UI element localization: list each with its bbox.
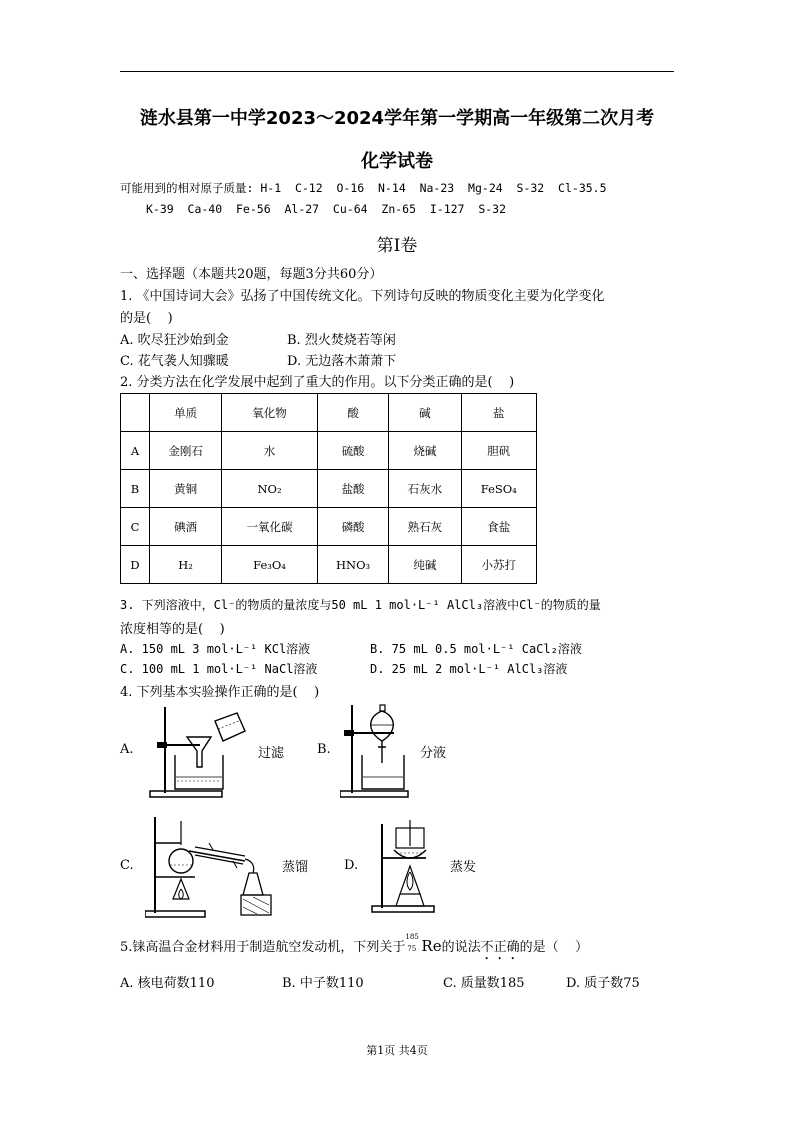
table-cell: 小苏打 bbox=[461, 546, 536, 584]
table-cell: 磷酸 bbox=[317, 508, 388, 546]
q4-name-d: 蒸发 bbox=[450, 860, 477, 875]
q1-option-d: D. 无边落木萧萧下 bbox=[287, 354, 397, 369]
table-header-cell bbox=[121, 394, 150, 432]
isotope-atomic-number: 75 bbox=[407, 945, 417, 953]
rhenium-isotope bbox=[405, 933, 421, 953]
q3-option-a: A. 150 mL 3 mol·L⁻¹ KCl溶液 bbox=[120, 642, 311, 656]
table-cell: 石灰水 bbox=[389, 470, 461, 508]
q5-stem-middle: 的说法 bbox=[441, 940, 481, 955]
q3-option-c: C. 100 mL 1 mol·L⁻¹ NaCl溶液 bbox=[120, 662, 318, 676]
table-header-cell: 碱 bbox=[389, 394, 461, 432]
table-row bbox=[121, 508, 537, 546]
q5-option-a: A. 核电荷数110 bbox=[120, 976, 215, 991]
q4-name-a: 过滤 bbox=[258, 746, 285, 761]
q4-label-b: B. bbox=[317, 742, 331, 757]
table-cell: 碘酒 bbox=[150, 508, 222, 546]
q4-label-c: C. bbox=[120, 858, 134, 873]
isotope-symbol: Re bbox=[421, 937, 442, 955]
q1-option-b: B. 烈火焚烧若等闲 bbox=[287, 333, 396, 348]
table-header-cell: 单质 bbox=[150, 394, 222, 432]
q1-option-c: C. 花气袭人知骤暖 bbox=[120, 354, 229, 369]
table-cell: A bbox=[121, 432, 150, 470]
q5-stem-emphasis: 不正确 bbox=[480, 940, 520, 955]
atomic-mass-line-1: 可能用到的相对原子质量: H-1 C-12 O-16 N-14 Na-23 Mg-24 S-32 Cl-35.5 bbox=[120, 181, 607, 195]
q5-stem-after: 的是（ ） bbox=[519, 940, 589, 955]
table-cell: 烧碱 bbox=[389, 432, 461, 470]
table-cell: FeSO₄ bbox=[461, 470, 536, 508]
q1-stem-line-1: 1. 《中国诗词大会》弘扬了中国传统文化。下列诗句反映的物质变化主要为化学变化 bbox=[120, 289, 605, 304]
q3-stem-line-2: 浓度相等的是( ) bbox=[120, 622, 225, 637]
table-cell: 一氧化碳 bbox=[222, 508, 318, 546]
isotope-mass-number: 185 bbox=[405, 933, 419, 941]
table-cell: C bbox=[121, 508, 150, 546]
table-cell: Fe₃O₄ bbox=[222, 546, 318, 584]
exam-title: 涟水县第一中学2023～2024学年第一学期高一年级第二次月考 bbox=[139, 108, 655, 129]
table-cell: 食盐 bbox=[461, 508, 536, 546]
q3-stem-line-1: 3. 下列溶液中，Cl⁻的物质的量浓度与50 mL 1 mol·L⁻¹ AlCl₃溶液中Cl⁻的物质的量 bbox=[120, 598, 601, 612]
q5-stem bbox=[120, 933, 589, 963]
q1-option-a: A. 吹尽狂沙始到金 bbox=[120, 333, 229, 348]
q5-option-c: C. 质量数185 bbox=[443, 976, 525, 991]
table-cell: D bbox=[121, 546, 150, 584]
page-number: 第1页 共4页 bbox=[366, 1044, 428, 1057]
table-cell: 盐酸 bbox=[317, 470, 388, 508]
table-cell: 硫酸 bbox=[317, 432, 388, 470]
exam-subtitle: 化学试卷 bbox=[361, 151, 433, 172]
classification-table bbox=[120, 393, 537, 584]
q4-name-c: 蒸馏 bbox=[282, 860, 309, 875]
table-row bbox=[121, 432, 537, 470]
table-header-cell: 酸 bbox=[317, 394, 388, 432]
table-header-cell: 盐 bbox=[461, 394, 536, 432]
table-cell: HNO₃ bbox=[317, 546, 388, 584]
filtration-apparatus-icon bbox=[145, 705, 255, 800]
atomic-mass-line-2: K-39 Ca-40 Fe-56 Al-27 Cu-64 Zn-65 I-127 S-32 bbox=[146, 202, 507, 216]
table-row bbox=[121, 470, 537, 508]
q4-name-b: 分液 bbox=[420, 746, 447, 761]
q2-stem: 2. 分类方法在化学发展中起到了重大的作用。以下分类正确的是( ) bbox=[120, 375, 515, 390]
q4-label-a: A. bbox=[120, 742, 134, 757]
table-header-cell: 氧化物 bbox=[222, 394, 318, 432]
evaporation-apparatus-icon bbox=[370, 820, 440, 915]
header-rule bbox=[120, 71, 674, 72]
table-cell: 纯碱 bbox=[389, 546, 461, 584]
q4-label-d: D. bbox=[344, 858, 359, 873]
q1-stem-line-2: 的是( ) bbox=[120, 311, 173, 326]
q3-option-b: B. 75 mL 0.5 mol·L⁻¹ CaCl₂溶液 bbox=[370, 642, 582, 656]
q4-stem: 4. 下列基本实验操作正确的是( ) bbox=[120, 685, 320, 700]
distillation-apparatus-icon bbox=[145, 815, 275, 920]
table-cell: H₂ bbox=[150, 546, 222, 584]
table-cell: 水 bbox=[222, 432, 318, 470]
table-cell: 胆矾 bbox=[461, 432, 536, 470]
section-heading: 一、选择题（本题共20题，每题3分共60分） bbox=[120, 267, 383, 282]
table-cell: 金刚石 bbox=[150, 432, 222, 470]
q5-stem-before: 5.铼高温合金材料用于制造航空发动机，下列关于 bbox=[120, 940, 406, 955]
separating-funnel-apparatus-icon bbox=[340, 703, 415, 800]
table-cell: 黄铜 bbox=[150, 470, 222, 508]
volume-heading: 第Ⅰ卷 bbox=[376, 236, 418, 256]
table-cell: NO₂ bbox=[222, 470, 318, 508]
table-cell: 熟石灰 bbox=[389, 508, 461, 546]
q3-option-d: D. 25 mL 2 mol·L⁻¹ AlCl₃溶液 bbox=[370, 662, 568, 676]
q5-option-b: B. 中子数110 bbox=[282, 976, 364, 991]
table-header-row bbox=[121, 394, 537, 432]
table-cell: B bbox=[121, 470, 150, 508]
q5-option-d: D. 质子数75 bbox=[566, 976, 640, 991]
table-row bbox=[121, 546, 537, 584]
